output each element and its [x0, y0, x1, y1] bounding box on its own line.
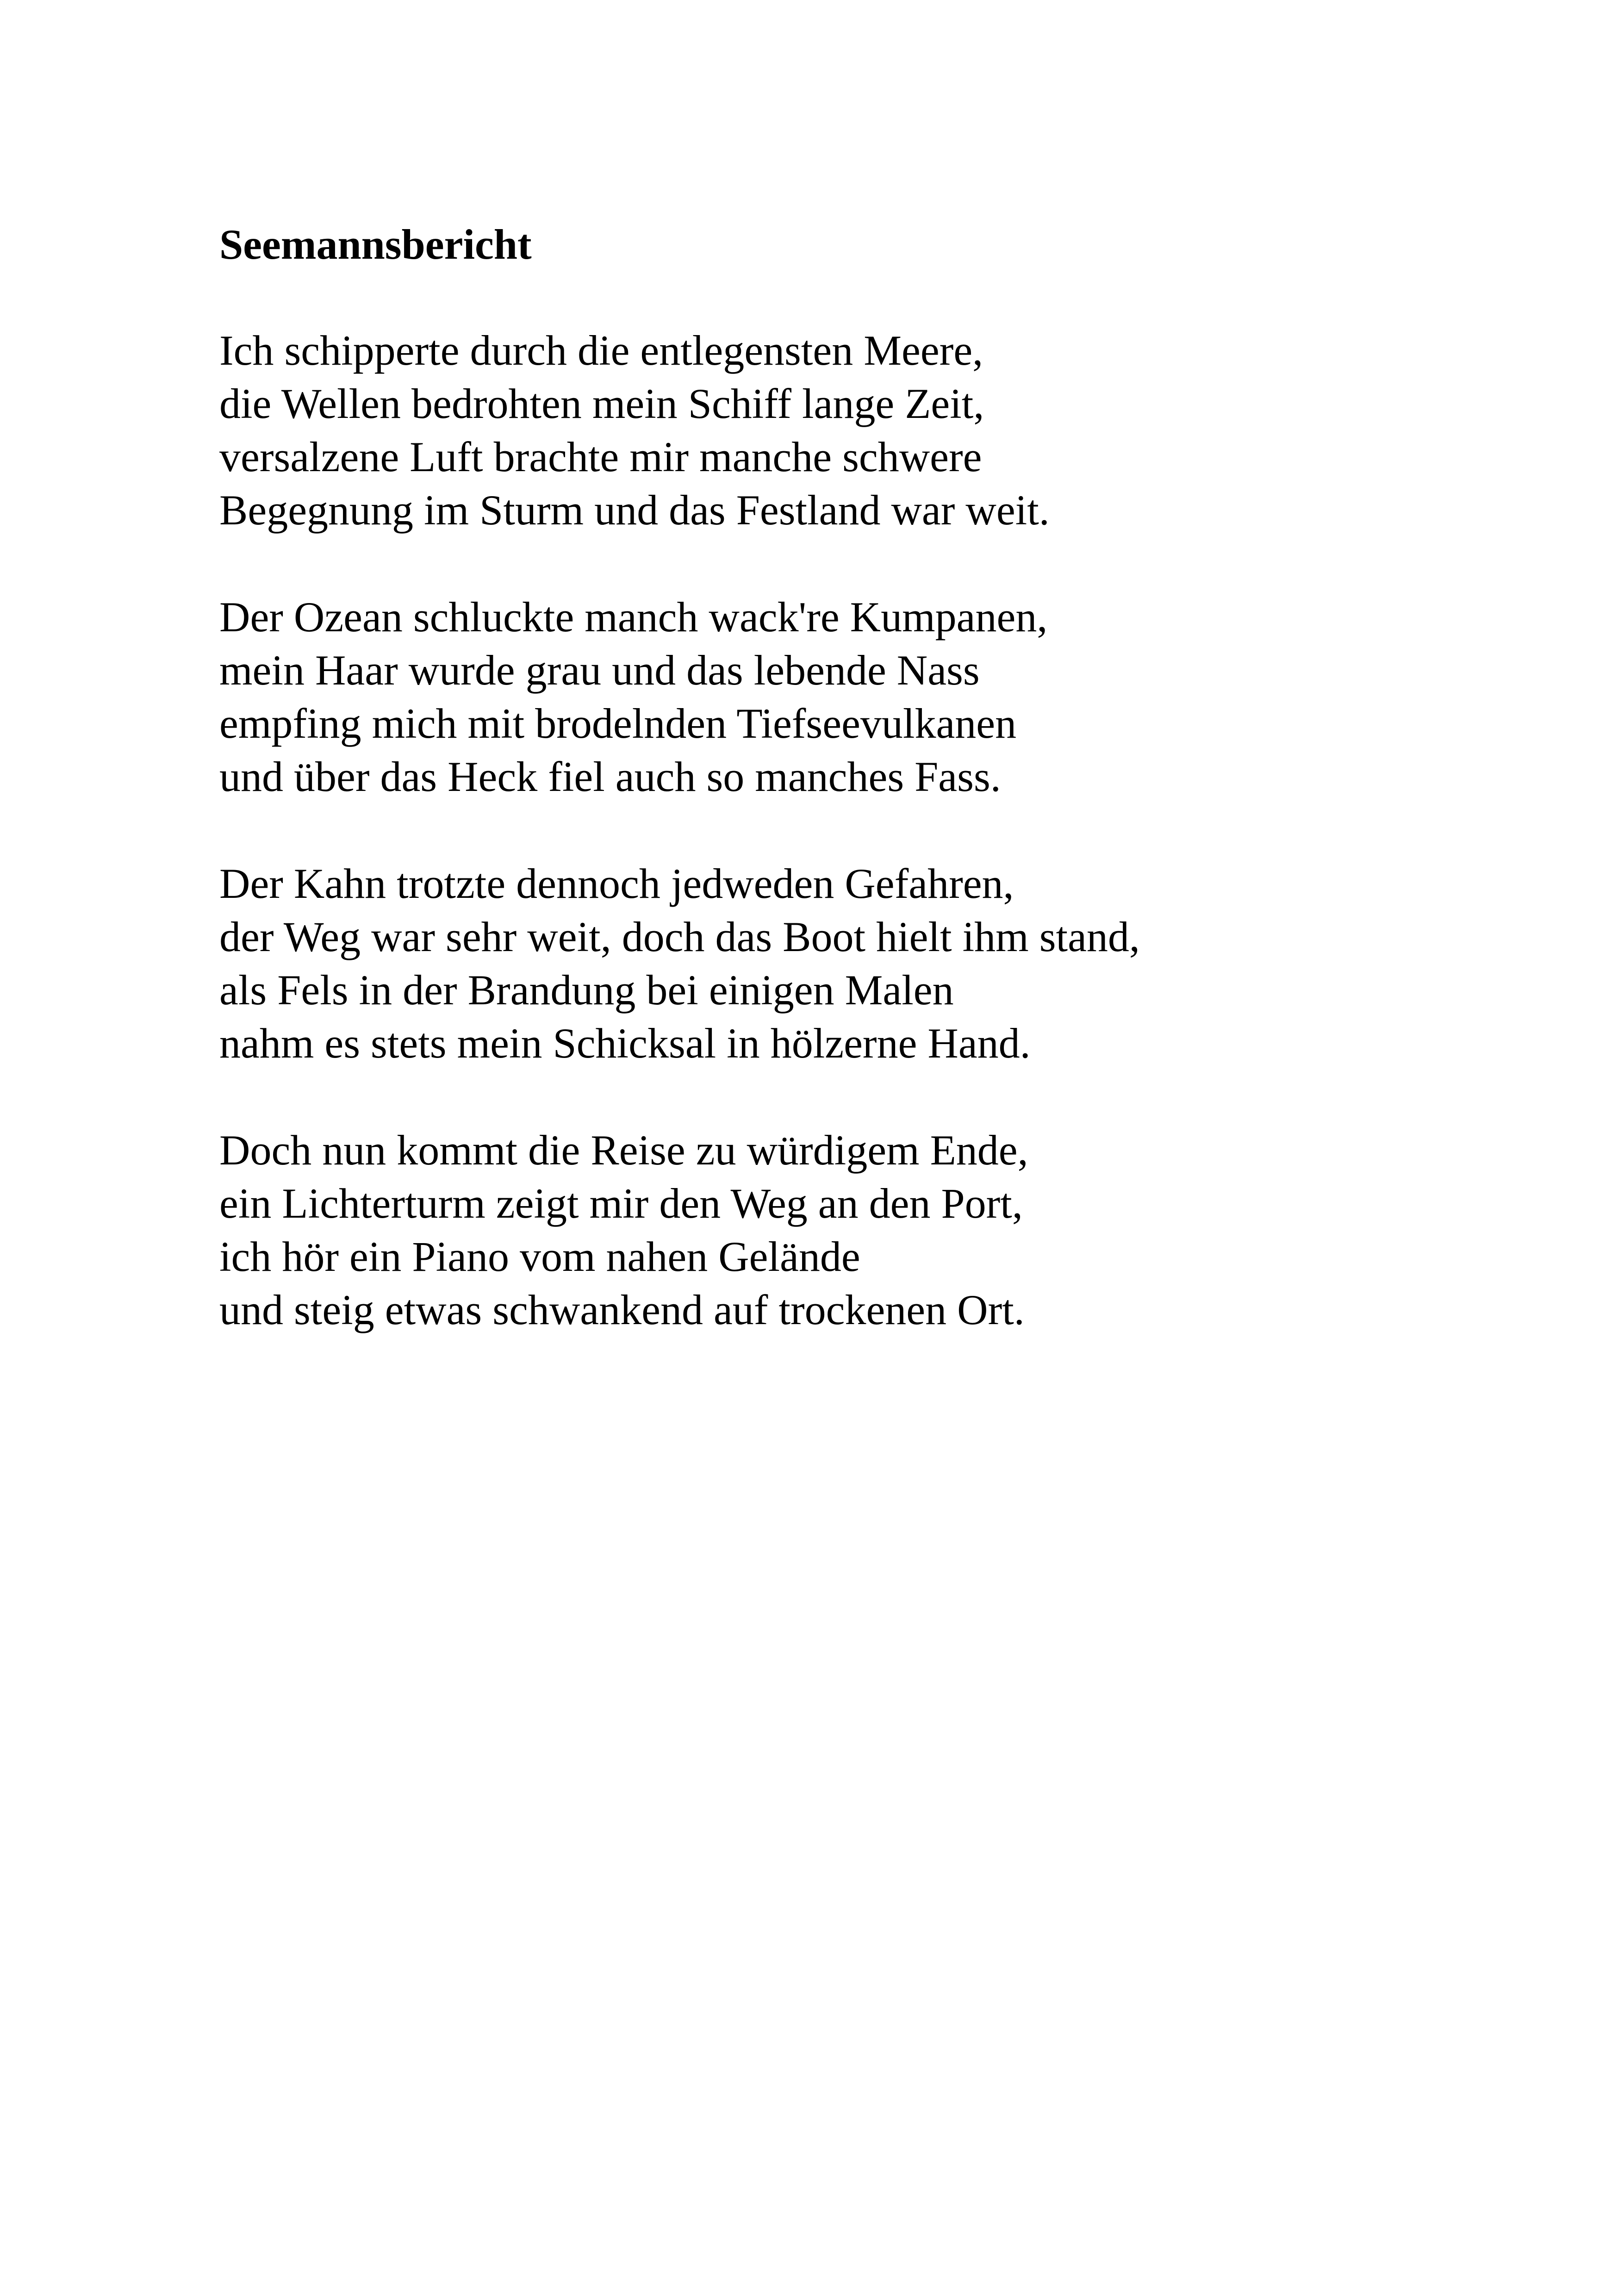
poem-line: der Weg war sehr weit, doch das Boot hielt ihm stand,	[219, 913, 1140, 960]
poem-line: und steig etwas schwankend auf trockenen Ort.	[219, 1286, 1025, 1333]
stanza-1	[219, 324, 1050, 537]
stanza-3	[219, 857, 1140, 1070]
poem-line: die Wellen bedrohten mein Schiff lange Zeit,	[219, 380, 984, 427]
poem-line: Doch nun kommt die Reise zu würdigem Ende,	[219, 1126, 1028, 1174]
poem-line: Der Ozean schluckte manch wack're Kumpanen,	[219, 593, 1048, 641]
poem-line: ein Lichterturm zeigt mir den Weg an den Port,	[219, 1180, 1023, 1227]
poem-line: nahm es stets mein Schicksal in hölzerne Hand.	[219, 1020, 1031, 1067]
poem-title: Seemannsbericht	[219, 221, 532, 268]
poem-line: empfing mich mit brodelnden Tiefseevulkanen	[219, 700, 1017, 747]
poem-line: Ich schipperte durch die entlegensten Meere,	[219, 327, 983, 374]
poem-line: versalzene Luft brachte mir manche schwere	[219, 433, 982, 480]
poem-line: mein Haar wurde grau und das lebende Nass	[219, 647, 980, 694]
poem-line: ich hör ein Piano vom nahen Gelände	[219, 1233, 860, 1280]
poem-line: Der Kahn trotzte dennoch jedweden Gefahren,	[219, 860, 1014, 907]
stanza-2	[219, 591, 1047, 803]
poem-line: und über das Heck fiel auch so manches Fass.	[219, 753, 1001, 800]
poem-line: als Fels in der Brandung bei einigen Malen	[219, 966, 954, 1014]
stanza-4	[219, 1124, 1028, 1337]
poem-line: Begegnung im Sturm und das Festland war weit.	[219, 486, 1050, 534]
